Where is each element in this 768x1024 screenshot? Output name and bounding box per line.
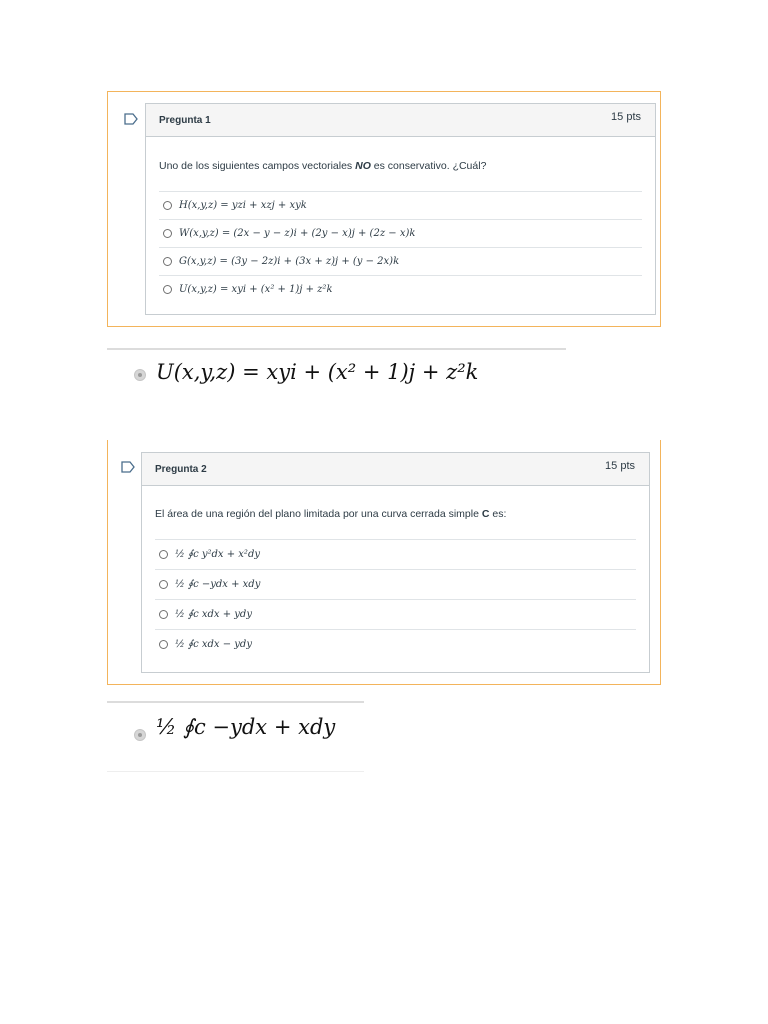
answer-option-2[interactable] — [155, 569, 636, 599]
selected-answer-text: U(x,y,z) = xyi + (x² + 1)j + z²k — [156, 360, 479, 384]
radio-button[interactable] — [159, 610, 168, 619]
answer-option-1[interactable] — [159, 191, 642, 219]
question-text — [155, 508, 506, 520]
selected-radio-icon — [134, 729, 146, 741]
question-text-emphasis: C — [481, 508, 490, 520]
question-text-part: es: — [489, 508, 507, 520]
answer-label: H(x,y,z) = yzi + xzj + xyk — [179, 200, 307, 211]
flag-icon[interactable] — [124, 113, 138, 125]
answer-list — [155, 539, 636, 659]
answer-label: ½ ∮c y²dx + x²dy — [175, 549, 260, 560]
answer-label: U(x,y,z) = xyi + (x² + 1)j + z²k — [179, 284, 333, 295]
question-2-container — [107, 440, 661, 685]
flag-icon[interactable] — [121, 461, 135, 473]
radio-button[interactable] — [163, 285, 172, 294]
question-header — [142, 453, 649, 486]
question-text-emphasis: NO — [355, 160, 371, 172]
radio-button[interactable] — [163, 201, 172, 210]
answer-option-2[interactable] — [159, 219, 642, 247]
answer-label: ½ ∮c xdx + ydy — [175, 609, 252, 620]
question-points: 15 pts — [605, 460, 635, 472]
radio-button[interactable] — [163, 257, 172, 266]
selected-answer-1 — [107, 348, 566, 410]
radio-button[interactable] — [163, 229, 172, 238]
question-text-part: es conservativo. ¿Cuál? — [370, 160, 487, 172]
question-title: Pregunta 1 — [159, 115, 211, 126]
answer-label: W(x,y,z) = (2x − y − z)i + (2y − x)j + (2z − x)k — [179, 228, 416, 239]
question-text-part: El área de una región del plano limitada por una curva cerrada simple — [155, 508, 482, 520]
answer-option-3[interactable] — [159, 247, 642, 275]
answer-option-4[interactable] — [155, 629, 636, 659]
answer-option-1[interactable] — [155, 539, 636, 569]
question-2-card — [141, 452, 650, 673]
question-1-card — [145, 103, 656, 315]
selected-answer-2 — [107, 701, 364, 772]
question-title: Pregunta 2 — [155, 464, 207, 475]
answer-list — [159, 191, 642, 303]
question-points: 15 pts — [611, 111, 641, 123]
question-header — [146, 104, 655, 137]
selected-answer-text: ½ ∮c −ydx + xdy — [156, 715, 336, 739]
radio-button[interactable] — [159, 550, 168, 559]
question-text — [159, 160, 486, 172]
answer-label: ½ ∮c −ydx + xdy — [175, 579, 261, 590]
answer-option-3[interactable] — [155, 599, 636, 629]
radio-button[interactable] — [159, 580, 168, 589]
question-text-part: Uno de los siguientes campos vectoriales — [159, 160, 356, 172]
answer-label: ½ ∮c xdx − ydy — [175, 639, 252, 650]
answer-label: G(x,y,z) = (3y − 2z)i + (3x + z)j + (y − 2x)k — [179, 256, 400, 267]
radio-button[interactable] — [159, 640, 168, 649]
selected-radio-icon — [134, 369, 146, 381]
answer-option-4[interactable] — [159, 275, 642, 303]
question-1-container — [107, 91, 661, 327]
